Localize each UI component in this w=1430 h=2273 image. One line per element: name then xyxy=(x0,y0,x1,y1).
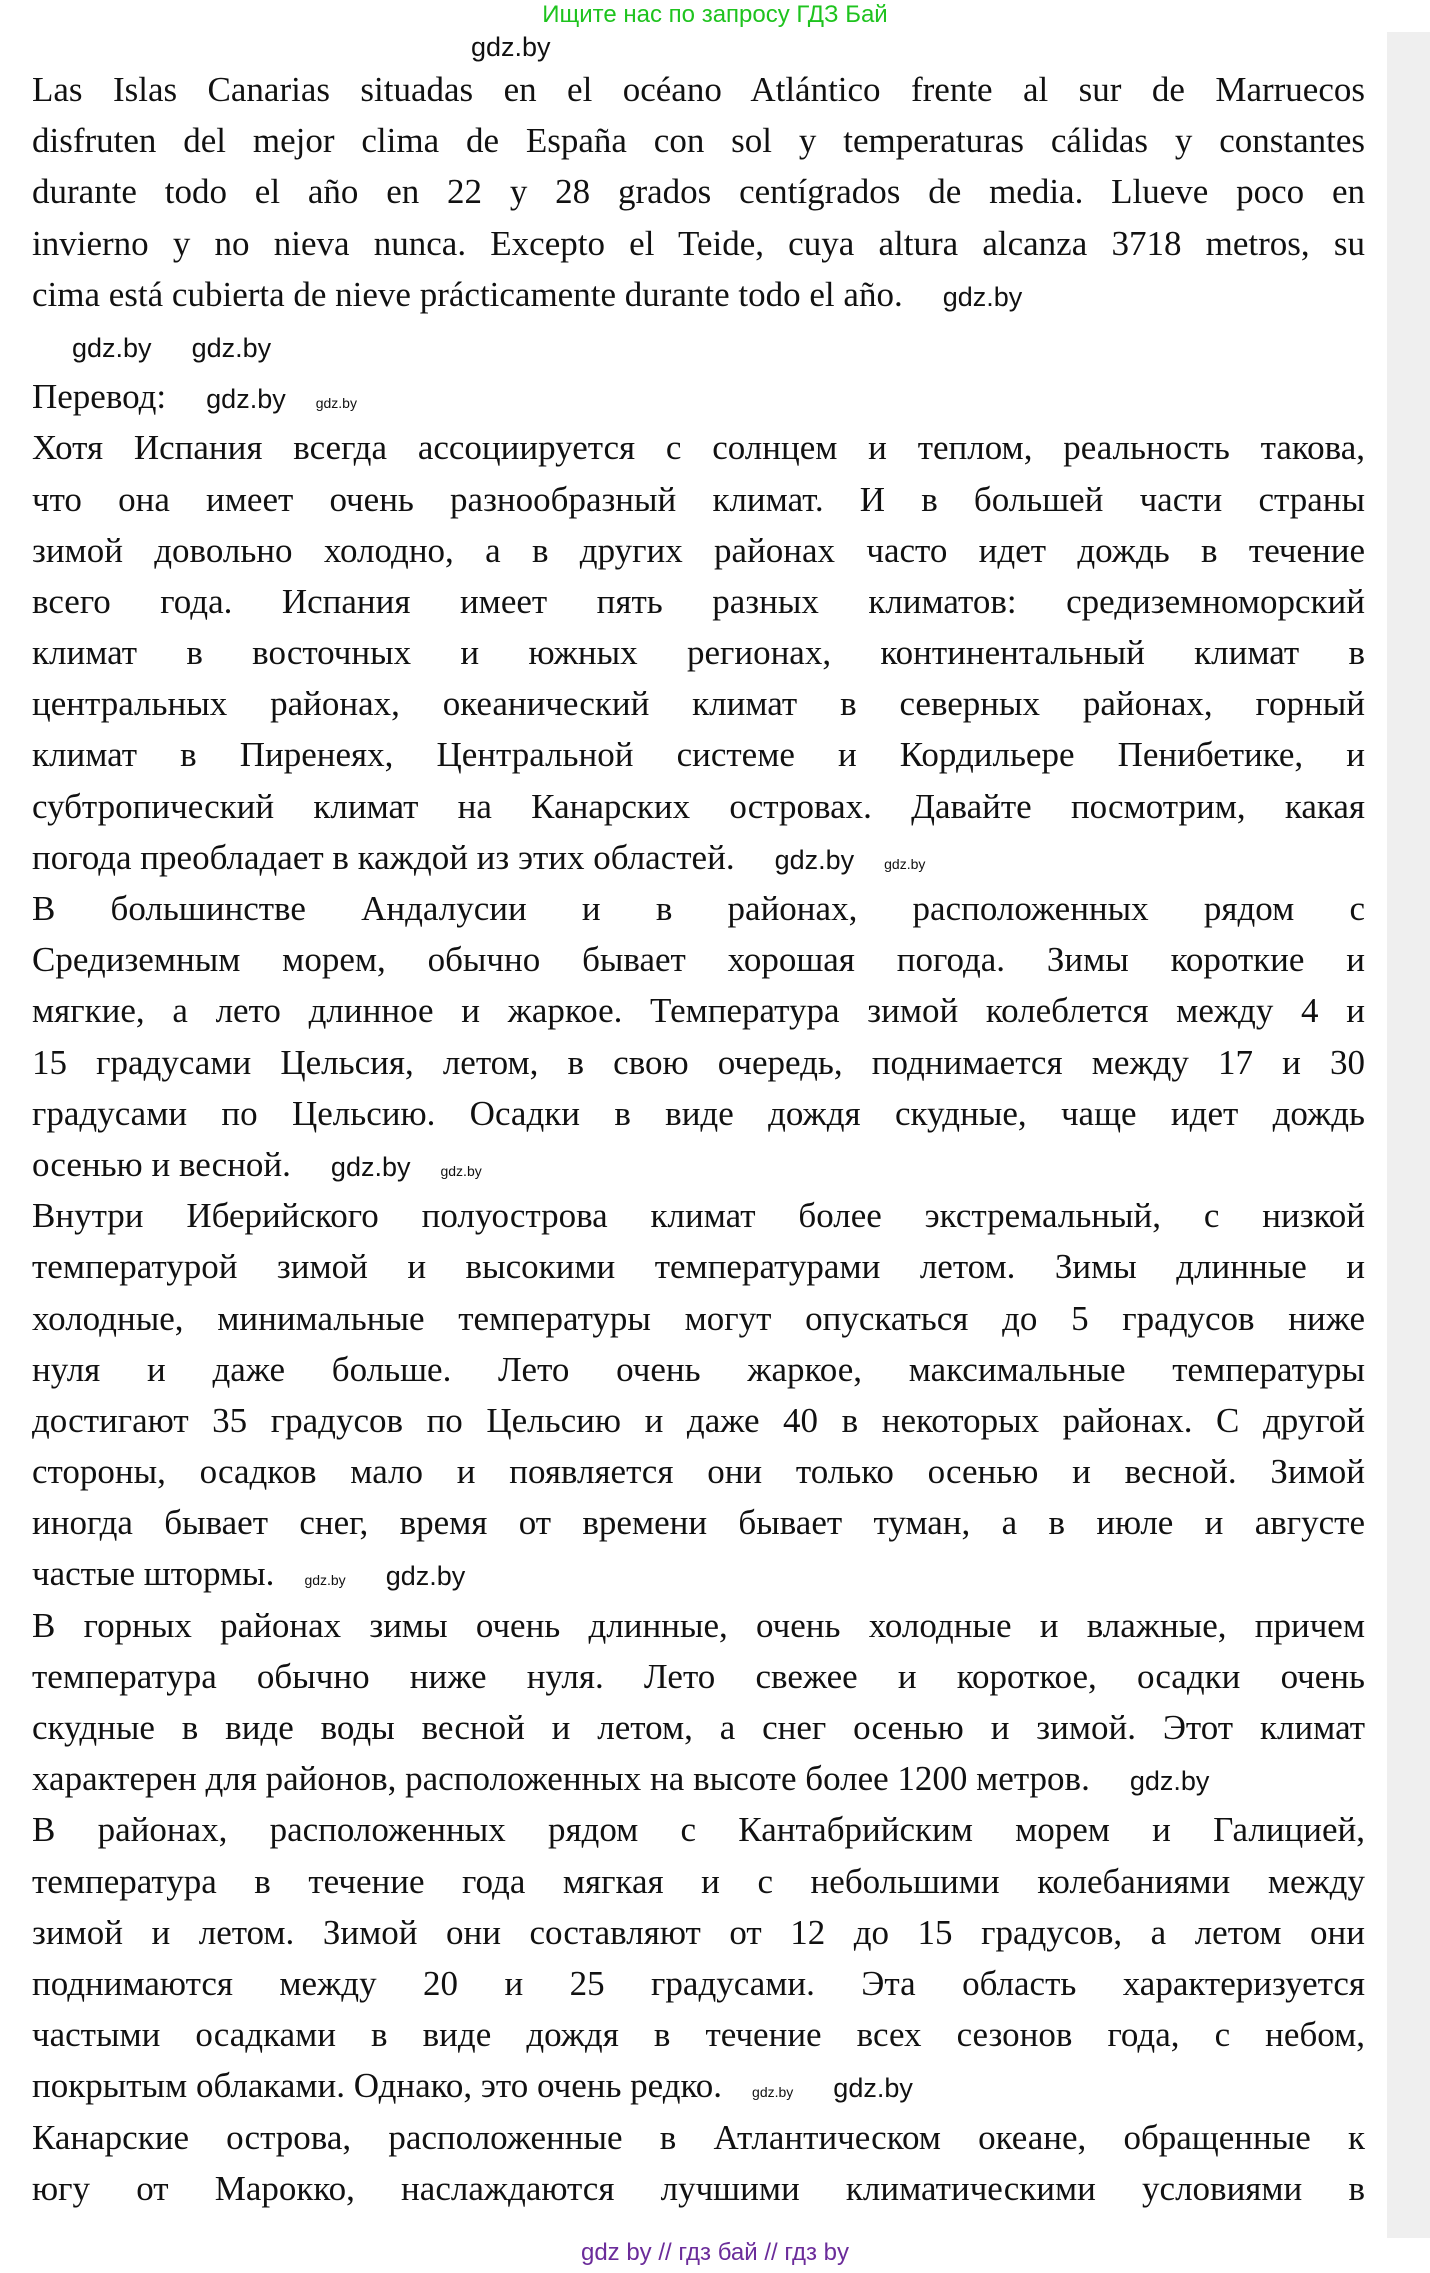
translation-line xyxy=(32,1293,1365,1344)
translation-line-text: иногда бывает снег, время от времени бывает туман, а в июле и августе xyxy=(32,1503,1365,1543)
translation-line xyxy=(32,1497,1365,1548)
translation-line-text: всего года. Испания имеет пять разных климатов: средиземноморский xyxy=(32,581,1365,621)
translation-line xyxy=(32,1856,1365,1907)
watermark: gdz.by xyxy=(72,332,152,363)
translation-line xyxy=(32,934,1365,985)
footer-links[interactable]: gdz by // гдз бай // гдз by xyxy=(580,2239,850,2266)
translation-line-text: холодные, минимальные температуры могут опускаться до 5 градусов ниже xyxy=(32,1298,1365,1338)
translation-line xyxy=(32,781,1365,832)
translation-line-text: субтропический климат на Канарских островах. Давайте посмотрим, какая xyxy=(32,786,1365,826)
translation-line xyxy=(32,1088,1365,1139)
translation-line xyxy=(32,1241,1365,1292)
translation-line-text: Канарские острова, расположенные в Атлантическом океане, обращенные к xyxy=(32,2117,1365,2157)
translation-line-text: достигают 35 градусов по Цельсию и даже 40 в некоторых районах. С другой xyxy=(32,1400,1365,1440)
translation-line-text: В горных районах зимы очень длинные, очень холодные и влажные, причем xyxy=(32,1605,1365,1645)
translation-line xyxy=(32,2163,1365,2214)
translation-line xyxy=(32,474,1365,525)
translation-line xyxy=(32,1037,1365,1088)
translation-line-text: мягкие, а лето длинное и жаркое. Температура зимой колеблется между 4 и xyxy=(32,991,1365,1031)
translation-line xyxy=(32,2112,1365,2163)
translation-line xyxy=(32,576,1365,627)
translation-line-text: скудные в виде воды весной и летом, а снег осенью и зимой. Этот климат xyxy=(32,1708,1365,1747)
translation-line-text: частые штормы. xyxy=(32,1554,275,1594)
translation-line xyxy=(32,729,1365,780)
translation-line-text: градусами по Цельсию. Осадки в виде дождя скудные, чаще идет дождь xyxy=(32,1093,1365,1133)
spanish-line-text: durante todo el año en 22 y 28 grados centígrados de media. Llueve poco en xyxy=(32,172,1365,212)
translation-line-text: Внутри Иберийского полуострова климат более экстремальный, с низкой xyxy=(32,1196,1365,1236)
translation-line xyxy=(32,678,1365,729)
translation-line-text: стороны, осадков мало и появляется они только осенью и весной. Зимой xyxy=(32,1452,1365,1492)
translation-line xyxy=(32,1600,1365,1651)
scrollbar[interactable] xyxy=(1387,32,1430,2238)
translation-line xyxy=(32,1702,1365,1753)
translation-line xyxy=(32,1344,1365,1395)
translation-line xyxy=(32,1907,1365,1958)
watermark: gdz.by xyxy=(191,332,272,363)
translation-line xyxy=(32,1753,1365,1804)
translation-heading-text: Перевод: xyxy=(32,377,167,417)
watermark: gdz.by xyxy=(752,2084,794,2101)
watermark: gdz.by xyxy=(304,1572,346,1589)
watermark: gdz.by xyxy=(774,844,855,875)
translation-heading xyxy=(32,371,1365,422)
translation-line-text: нуля и даже больше. Лето очень жаркое, максимальные температуры xyxy=(32,1349,1365,1389)
translation-line-text: температура обычно ниже нуля. Лето свежее и короткое, осадки очень xyxy=(32,1656,1365,1696)
spanish-line-text: Las Islas Canarias situadas en el océano Atlántico frente al sur de Marruecos xyxy=(32,70,1365,109)
translation-line xyxy=(32,1395,1365,1446)
translation-line xyxy=(32,1446,1365,1497)
translation-line-text: осенью и весной. xyxy=(32,1144,291,1184)
translation-line-text: частыми осадками в виде дождя в течение всех сезонов года, с небом, xyxy=(32,2015,1365,2055)
blank-line xyxy=(32,320,1365,371)
translation-line-text: Средиземным морем, обычно бывает хорошая погода. Зимы короткие и xyxy=(32,940,1365,980)
spanish-line xyxy=(32,64,1365,115)
translation-line-text: что она имеет очень разнообразный климат. И в большей части страны xyxy=(32,479,1365,519)
translation-line xyxy=(32,985,1365,1036)
watermark: gdz.by xyxy=(1129,1766,1210,1797)
translation-line xyxy=(32,832,1365,883)
watermark: gdz.by xyxy=(471,32,551,62)
spanish-line-text: disfruten del mejor clima de España con sol y temperaturas cálidas y constantes xyxy=(32,121,1365,161)
watermark: gdz.by xyxy=(833,2073,913,2104)
spanish-line xyxy=(32,166,1365,217)
translation-line xyxy=(32,1548,1365,1599)
search-banner[interactable]: Ищите нас по запросу ГДЗ Бай xyxy=(542,1,888,28)
translation-line-text: В районах, расположенных рядом с Кантабрийским морем и Галицией, xyxy=(32,1810,1365,1850)
translation-line-text: климат в Пиренеях, Центральной системе и Кордильере Пенибетике, и xyxy=(32,735,1365,775)
translation-line xyxy=(32,2060,1365,2111)
translation-line xyxy=(32,627,1365,678)
translation-line xyxy=(32,525,1365,576)
watermark: gdz.by xyxy=(315,395,357,412)
translation-line-text: климат в восточных и южных регионах, континентальный климат в xyxy=(32,633,1365,673)
translation-line xyxy=(32,1190,1365,1241)
translation-line-text: покрытым облаками. Однако, это очень редко. xyxy=(32,2066,723,2106)
translation-line-text: характерен для районов, расположенных на высоте более 1200 метров. xyxy=(32,1759,1090,1799)
watermark: gdz.by xyxy=(385,1561,466,1592)
watermark: gdz.by xyxy=(206,384,286,415)
translation-line xyxy=(32,883,1365,934)
translation-line xyxy=(32,1958,1365,2009)
translation-line-text: поднимаются между 20 и 25 градусами. Эта область характеризуется xyxy=(32,1963,1365,2003)
translation-line xyxy=(32,422,1365,473)
translation-line-text: температурой зимой и высокими температурами летом. Зимы длинные и xyxy=(32,1247,1365,1287)
spanish-line xyxy=(32,115,1365,166)
translation-line-text: центральных районах, океанический климат в северных районах, горный xyxy=(32,684,1365,724)
translation-line-text: В большинстве Андалусии и в районах, расположенных рядом с xyxy=(32,889,1365,928)
document-body xyxy=(32,64,1365,2214)
translation-line-text: погода преобладает в каждой из этих областей. xyxy=(32,837,735,877)
spanish-line xyxy=(32,218,1365,269)
translation-line-text: зимой и летом. Зимой они составляют от 12 до 15 градусов, а летом они xyxy=(32,1912,1365,1952)
translation-line-text: температура в течение года мягкая и с небольшими колебаниями между xyxy=(32,1861,1365,1901)
translation-line xyxy=(32,1804,1365,1855)
translation-line xyxy=(32,1139,1365,1190)
translation-line-text: югу от Марокко, наслаждаются лучшими климатическими условиями в xyxy=(32,2168,1365,2208)
spanish-line-text: cima está cubierta de nieve prácticamente durante todo el año. xyxy=(32,274,903,314)
translation-line xyxy=(32,2009,1365,2060)
translation-line xyxy=(32,1651,1365,1702)
watermark: gdz.by xyxy=(440,1162,482,1179)
translation-line-text: зимой довольно холодно, а в других районах часто идет дождь в течение xyxy=(32,530,1365,570)
watermark: gdz.by xyxy=(330,1151,411,1182)
spanish-line xyxy=(32,269,1365,320)
translation-line-text: 15 градусами Цельсия, летом, в свою очередь, поднимается между 17 и 30 xyxy=(32,1042,1365,1082)
translation-line-text: Хотя Испания всегда ассоциируется с солнцем и теплом, реальность такова, xyxy=(32,428,1365,468)
spanish-line-text: invierno y no nieva nunca. Excepto el Teide, cuya altura alcanza 3718 metros, su xyxy=(32,223,1365,263)
watermark: gdz.by xyxy=(884,855,926,872)
watermark: gdz.by xyxy=(942,281,1023,312)
